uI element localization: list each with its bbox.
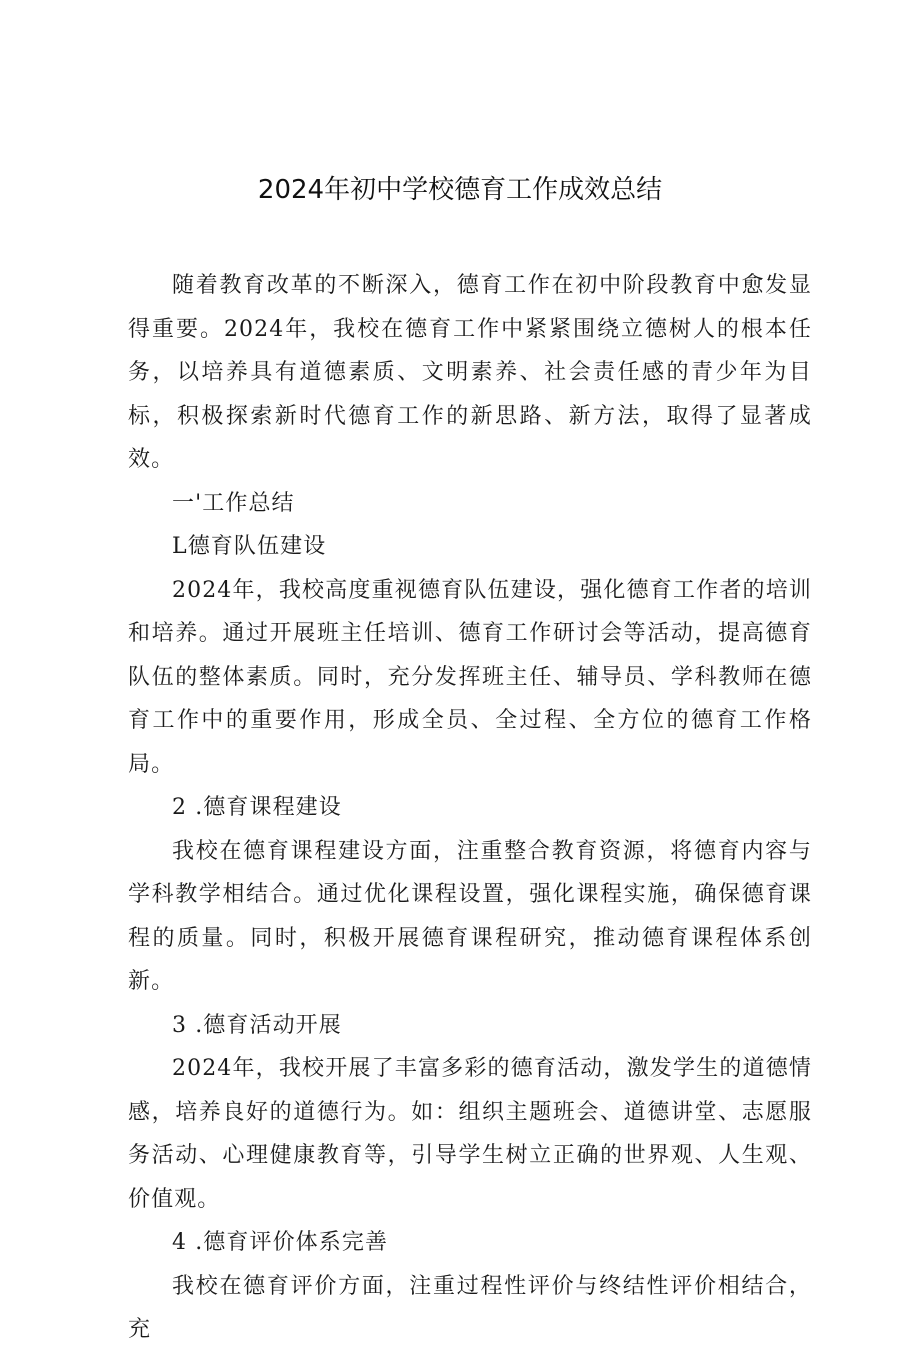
subheading-moral-curriculum: 2 .德育课程建设 bbox=[172, 795, 342, 820]
document-title: 2024年初中学校德育工作成效总结 bbox=[257, 175, 663, 205]
subheading-moral-evaluation: 4 .德育评价体系完善 bbox=[172, 1230, 389, 1255]
document-body bbox=[128, 264, 812, 1352]
paragraph-moral-curriculum: 我校在德育课程建设方面，注重整合教育资源，将德育内容与学科教学相结合。通过优化课程设置，强化课程实施，确保德育课程的质量。同时，积极开展德育课程研究，推动德育课程体系创新。 bbox=[128, 838, 812, 994]
subheading-moral-team: L德育队伍建设 bbox=[172, 534, 327, 559]
paragraph-moral-activities: 2024年，我校开展了丰富多彩的德育活动，激发学生的道德情感，培养良好的道德行为。如：组织主题班会、道德讲堂、志愿服务活动、心理健康教育等，引导学生树立正确的世界观、人生观、价值观。 bbox=[128, 1056, 812, 1212]
subheading-moral-activities: 3 .德育活动开展 bbox=[172, 1012, 342, 1038]
paragraph-moral-evaluation: 我校在德育评价方面，注重过程性评价与终结性评价相结合，充 bbox=[128, 1273, 812, 1342]
intro-paragraph: 随着教育改革的不断深入，德育工作在初中阶段教育中愈发显得重要。2024年，我校在德育工作中紧紧围绕立德树人的根本任务，以培养具有道德素质、文明素养、社会责任感的青少年为目标，积极探索新时代德育工作的新思路、新方法，取得了显著成效。 bbox=[128, 273, 812, 472]
section-heading-work-summary: 一'工作总结 bbox=[172, 490, 295, 516]
paragraph-moral-team: 2024年，我校高度重视德育队伍建设，强化德育工作者的培训和培养。通过开展班主任培训、德育工作研讨会等活动，提高德育队伍的整体素质。同时，充分发挥班主任、辅导员、学科教师在德育工作中的重要作用，形成全员、全过程、全方位的德育工作格局。 bbox=[128, 577, 812, 777]
